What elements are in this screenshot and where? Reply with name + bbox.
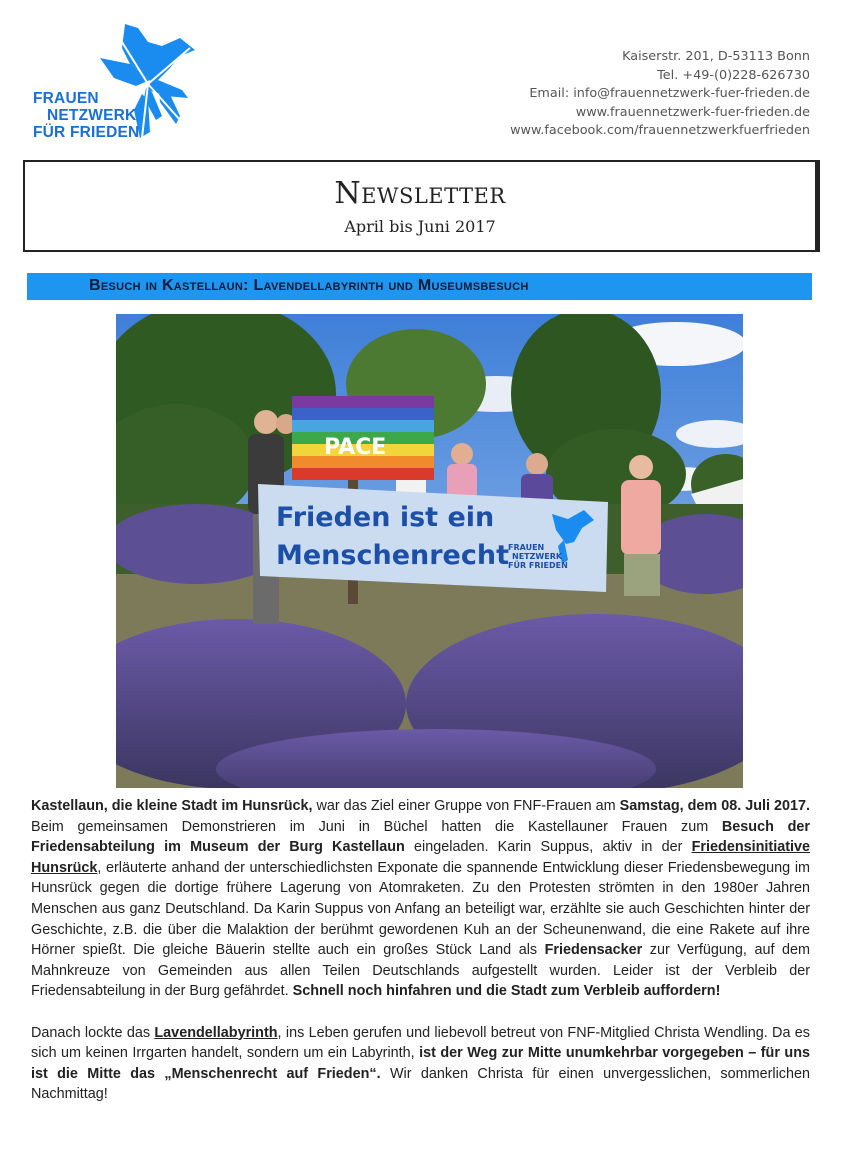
banner-line2: Menschenrecht: [276, 540, 509, 571]
contact-email[interactable]: Email: info@frauennetzwerk-fuer-frieden.de: [529, 86, 810, 101]
contact-facebook[interactable]: www.facebook.com/frauennetzwerkfuerfrieden: [510, 123, 810, 138]
logo-line: FÜR FRIEDEN: [33, 124, 140, 141]
body-text: zur Verfügung, auf dem Mahnkreuze von Gemeinden aus allen Teilen Deutschlands aufgestellt wurden. Leider ist der Verbleib der Friedensabteilung in der Burg gefährdet.: [31, 942, 810, 1000]
section-header-bar: [27, 273, 812, 300]
body-text: , erläuterte anhand der unterschiedlichsten Exponate die spannende Entwicklung dieser Friedensbewegung im Hunsrück gegen die dortige frühere Lagerung von Atomraketen. Zu den Protesten strömten in den 1980er Jahren Menschen aus ganz Deutschland. Da Karin Suppus von Anfang an beteiligt war, erzählte sie auch Geschichten hinter der Geschichte, z.B. die über die Malaktion der berühmt gewordenen Kuh an der Scheunenwand, die eine Rakete auf ihre Hörner spießt. Die gleiche Bäuerin stellte auch ein großes Stück Land als: [31, 859, 810, 959]
article-body: [31, 796, 810, 1105]
body-text: Wir danken Christa für einen unvergesslichen, sommerlichen Nachmittag!: [31, 1065, 810, 1103]
contact-address: Kaiserstr. 201, D-53113 Bonn: [622, 49, 810, 64]
body-text: eingeladen. Karin Suppus, aktiv in der: [404, 839, 692, 856]
organization-logo: [30, 20, 210, 145]
link-text[interactable]: Lavendellabyrinth: [154, 1024, 278, 1041]
bold-text: Kastellaun, die kleine Stadt im Hunsrück,: [31, 798, 313, 814]
logo-line: NETZWERK: [47, 107, 137, 124]
bold-text: Samstag, dem 08. Juli 2017.: [619, 798, 810, 814]
contact-block: [510, 48, 810, 141]
body-text: Beim gemeinsamen Demonstrieren im Juni in Büchel hatten die Kastellauner Frauen zum: [31, 818, 722, 835]
body-text: war das Ziel einer Gruppe von FNF-Frauen am: [312, 798, 620, 814]
flag-text: PACE: [324, 435, 387, 460]
contact-phone: Tel. +49-(0)228-626730: [657, 67, 810, 83]
newsletter-header: [23, 160, 820, 252]
section-title: Besuch in Kastellaun: Lavendellabyrinth und Museumsbesuch: [89, 277, 529, 294]
link-text[interactable]: Friedensinitiative Hunsrück: [31, 839, 810, 876]
logo-wordmark: [33, 90, 139, 141]
article-paragraph-2: [31, 1023, 810, 1105]
body-text: , ins Leben gerufen und liebevoll betreut von FNF-Mitglied Christa Wendling. Da es sich um keinen Irrgarten handelt, sondern um ein Labyrinth,: [31, 1024, 810, 1062]
article-photo: [116, 314, 743, 788]
banner-logo-line: NETZWERK: [512, 552, 563, 561]
newsletter-period: April bis Juni 2017: [344, 217, 496, 236]
banner-line1: Frieden ist ein: [276, 502, 495, 533]
logo-line: FRAUEN: [33, 90, 99, 107]
banner-logo-line: FRAUEN: [508, 543, 545, 552]
bold-text: ist der Weg zur Mitte unumkehrbar vorgegeben – für uns ist die Mitte das „Menschenrecht auf Frieden“.: [31, 1045, 810, 1082]
banner-logo-line: FÜR FRIEDEN: [508, 561, 568, 570]
article-paragraph-1: [31, 796, 810, 1002]
bold-text: Schnell noch hinfahren und die Stadt zum Verbleib auffordern!: [292, 983, 721, 1000]
bold-text: Besuch der Friedensabteilung im Museum der Burg Kastellaun: [31, 818, 810, 856]
body-text: Danach lockte das: [31, 1024, 155, 1041]
bold-text: Friedensacker: [544, 942, 643, 959]
newsletter-title: Newsletter: [334, 176, 506, 211]
contact-website[interactable]: www.frauennetzwerk-fuer-frieden.de: [575, 104, 810, 120]
